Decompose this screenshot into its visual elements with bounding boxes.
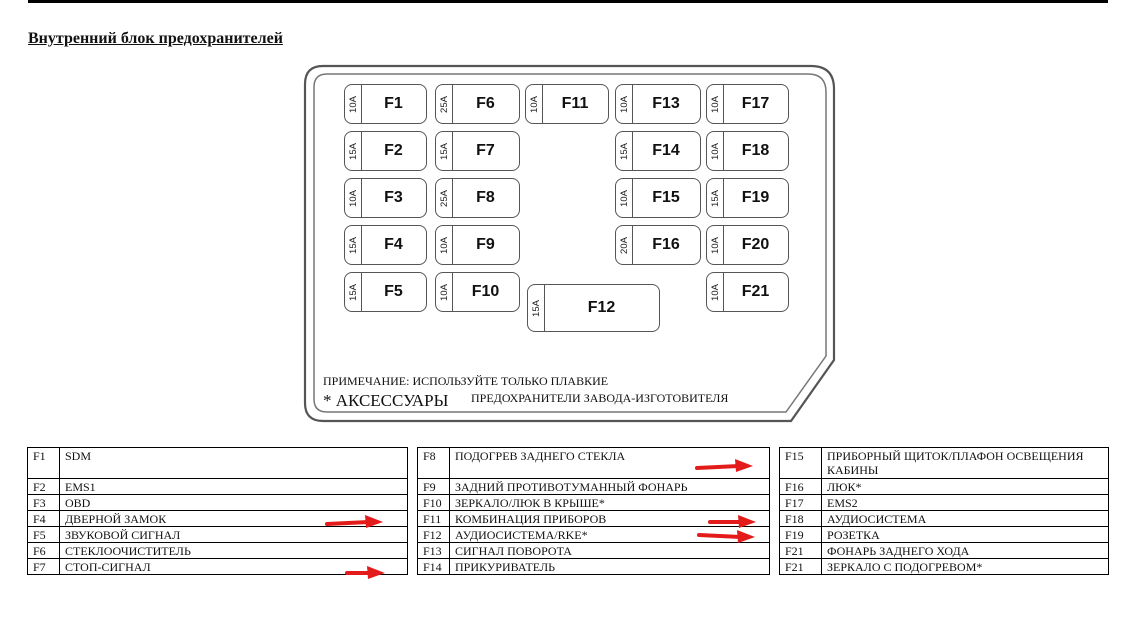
fuse-label: F19: [741, 189, 770, 206]
fuse-f15: [615, 178, 701, 218]
fuse-label: F8: [476, 189, 495, 206]
fuse-id-cell: F6: [28, 543, 60, 559]
table-row: [28, 495, 1109, 511]
fuse-f21: [706, 272, 789, 312]
fuse-label: F13: [652, 95, 680, 112]
accessories-note: * АКСЕССУАРЫ: [323, 391, 449, 410]
fuse-desc-cell: OBD: [60, 495, 408, 511]
fuse-rating: 10A: [709, 95, 721, 113]
fuse-f3: [344, 178, 427, 218]
fuse-rating: 15A: [347, 236, 359, 254]
fuse-id-cell: F15: [780, 448, 822, 479]
fuse-label: F10: [471, 283, 500, 300]
fuse-desc-cell: АУДИОСИСТЕМА: [822, 511, 1109, 527]
fuse-label: F5: [384, 283, 403, 300]
fuse-id-cell: F14: [418, 559, 450, 575]
fuse-rating: 15A: [618, 142, 630, 160]
fuse-rating: 10A: [347, 95, 359, 113]
fuse-f18: [706, 131, 789, 171]
fuse-f9: [435, 225, 520, 265]
fuse-desc-cell: ДВЕРНОЙ ЗАМОК: [60, 511, 408, 527]
fuse-rating: 10A: [709, 142, 721, 160]
fuse-f5: [344, 272, 427, 312]
fuse-f14: [615, 131, 701, 171]
fuse-id-cell: F21: [780, 559, 822, 575]
fuse-desc-cell: ЗЕРКАЛО/ЛЮК В КРЫШЕ*: [450, 495, 770, 511]
fuse-rating: 15A: [438, 142, 450, 160]
fuse-id-cell: F8: [418, 448, 450, 479]
fuse-desc-cell: ПРИКУРИВАТЕЛЬ: [450, 559, 770, 575]
fuse-label: F6: [476, 95, 495, 112]
fuse-f13: [615, 84, 701, 124]
fuse-box-diagram: [303, 64, 838, 424]
fuse-rating: 15A: [347, 142, 359, 160]
fuse-desc-cell: РОЗЕТКА: [822, 527, 1109, 543]
red-arrow-icon: [325, 514, 387, 530]
fuse-id-cell: F17: [780, 495, 822, 511]
fuse-desc-cell: ЛЮК*: [822, 479, 1109, 495]
fuse-f10: [435, 272, 520, 312]
fuse-id-cell: F9: [418, 479, 450, 495]
table-row: [28, 448, 1109, 479]
red-arrow-icon: [345, 565, 389, 581]
fuse-desc-cell: SDM: [60, 448, 408, 479]
fuse-id-cell: F7: [28, 559, 60, 575]
fuse-label: F9: [476, 236, 495, 253]
fuse-desc-cell: ПОДОГРЕВ ЗАДНЕГО СТЕКЛА: [450, 448, 770, 479]
fuse-id-cell: F18: [780, 511, 822, 527]
fuse-rating: 25A: [438, 189, 450, 207]
fuse-f4: [344, 225, 427, 265]
fuse-id-cell: F19: [780, 527, 822, 543]
top-rule: [28, 0, 1108, 3]
fuse-desc-cell: ФОНАРЬ ЗАДНЕГО ХОДА: [822, 543, 1109, 559]
fuse-rating: 25A: [438, 95, 450, 113]
fuse-rating: 10A: [347, 189, 359, 207]
fuse-rating: 20A: [618, 236, 630, 254]
page-title: Внутренний блок предохранителей: [28, 30, 283, 47]
fuse-f11: [525, 84, 609, 124]
red-arrow-icon: [708, 514, 760, 530]
fuse-label: F12: [587, 299, 616, 316]
fuse-f2: [344, 131, 427, 171]
fuse-f16: [615, 225, 701, 265]
red-arrow-icon: [697, 529, 759, 545]
fuse-assignment-table: [27, 447, 1109, 575]
fuse-id-cell: F2: [28, 479, 60, 495]
fuse-f7: [435, 131, 520, 171]
fuse-id-cell: F10: [418, 495, 450, 511]
table-row: [28, 543, 1109, 559]
fuse-id-cell: F3: [28, 495, 60, 511]
table-row: [28, 559, 1109, 575]
table-row: [28, 527, 1109, 543]
fuse-rating: 10A: [709, 236, 721, 254]
fuse-id-cell: F1: [28, 448, 60, 479]
diagram-note: ПРИМЕЧАНИЕ: ИСПОЛЬЗУЙТЕ ТОЛЬКО ПЛАВКИЕ: [323, 374, 609, 388]
fuse-f6: [435, 84, 520, 124]
fuse-label: F2: [384, 142, 403, 159]
fuse-desc-cell: ЗАДНИЙ ПРОТИВОТУМАННЫЙ ФОНАРЬ: [450, 479, 770, 495]
fuse-desc-cell: СТОП-СИГНАЛ: [60, 559, 408, 575]
fuse-f12: [527, 284, 660, 332]
fuse-desc-cell: СИГНАЛ ПОВОРОТА: [450, 543, 770, 559]
fuse-label: F15: [652, 189, 680, 206]
fuse-desc-cell: ЗЕРКАЛО С ПОДОГРЕВОМ*: [822, 559, 1109, 575]
fuse-f20: [706, 225, 789, 265]
fuse-rating: 10A: [528, 95, 540, 113]
fuse-label: F14: [652, 142, 680, 159]
fuse-label: F16: [652, 236, 680, 253]
fuse-rating: 10A: [618, 189, 630, 207]
fuse-id-cell: F13: [418, 543, 450, 559]
fuse-label: F18: [741, 142, 770, 159]
fuse-id-cell: F4: [28, 511, 60, 527]
fuse-rating: 10A: [438, 236, 450, 254]
fuse-label: F3: [384, 189, 403, 206]
table-row: [28, 511, 1109, 527]
fuse-rating: 10A: [438, 283, 450, 301]
fuse-label: F20: [741, 236, 770, 253]
fuse-desc-cell: EMS1: [60, 479, 408, 495]
diagram-note-continued: ПРЕДОХРАНИТЕЛИ ЗАВОДА-ИЗГОТОВИТЕЛЯ: [471, 391, 729, 405]
fuse-desc-cell: АУДИОСИСТЕМА/RKE*: [450, 527, 770, 543]
fuse-label: F4: [384, 236, 403, 253]
fuse-id-cell: F12: [418, 527, 450, 543]
fuse-f17: [706, 84, 789, 124]
fuse-id-cell: F11: [418, 511, 450, 527]
fuse-label: F17: [741, 95, 770, 112]
table-row: [28, 479, 1109, 495]
fuse-id-cell: F5: [28, 527, 60, 543]
fuse-id-cell: F16: [780, 479, 822, 495]
fuse-label: F1: [384, 95, 403, 112]
fuse-label: F11: [561, 95, 589, 112]
fuse-desc-cell: КОМБИНАЦИЯ ПРИБОРОВ: [450, 511, 770, 527]
fuse-desc-cell: ЗВУКОВОЙ СИГНАЛ: [60, 527, 408, 543]
fuse-f19: [706, 178, 789, 218]
fuse-f8: [435, 178, 520, 218]
fuse-label: F7: [476, 142, 495, 159]
fuse-desc-cell: EMS2: [822, 495, 1109, 511]
fuse-f1: [344, 84, 427, 124]
fuse-rating: 15A: [709, 189, 721, 207]
fuse-id-cell: F21: [780, 543, 822, 559]
fuse-rating: 15A: [347, 283, 359, 301]
fuse-rating: 10A: [618, 95, 630, 113]
fuse-desc-cell: СТЕКЛООЧИСТИТЕЛЬ: [60, 543, 408, 559]
fuse-desc-cell: ПРИБОРНЫЙ ЩИТОК/ПЛАФОН ОСВЕЩЕНИЯ КАБИНЫ: [822, 448, 1109, 479]
red-arrow-icon: [695, 458, 757, 474]
fuse-label: F21: [741, 283, 770, 300]
fuse-rating: 15A: [530, 299, 542, 317]
fuse-rating: 10A: [709, 283, 721, 301]
